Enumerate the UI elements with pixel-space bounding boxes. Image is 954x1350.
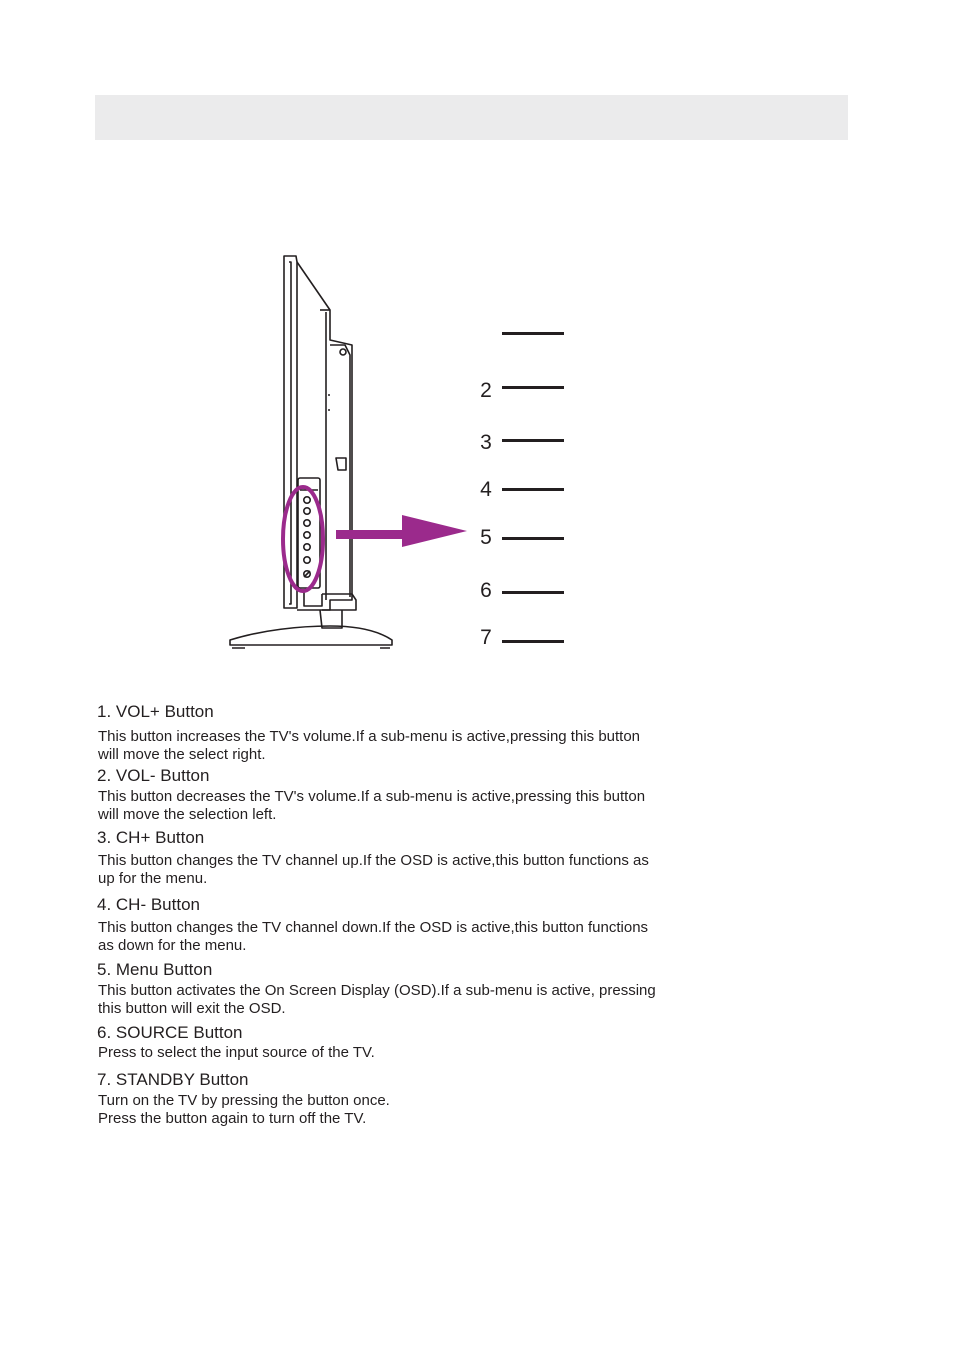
item-text-ch-minus: This button changes the TV channel down.If the OSD is active,this button functions as down for the menu. bbox=[98, 919, 649, 954]
callout-line-1 bbox=[502, 332, 564, 335]
item-title-ch-plus: 3. CH+ Button bbox=[97, 828, 205, 847]
item-title-menu: 5. Menu Button bbox=[97, 960, 213, 979]
item-title-ch-minus: 4. CH- Button bbox=[97, 895, 200, 914]
callout-line-3 bbox=[502, 439, 564, 442]
callout-line-4 bbox=[502, 488, 564, 491]
callout-number-5: 5 bbox=[480, 526, 492, 549]
callout-number-3: 3 bbox=[480, 431, 492, 454]
item-text-menu: This button activates the On Screen Display (OSD).If a sub-menu is active, pressing this button will exit the OSD. bbox=[98, 982, 656, 1017]
callout-line-7 bbox=[502, 640, 564, 643]
callout-line-5 bbox=[502, 537, 564, 540]
callout-number-7: 7 bbox=[480, 626, 492, 649]
item-text-vol-minus: This button decreases the TV's volume.If a sub-menu is active,pressing this button will move the selection left. bbox=[98, 788, 646, 823]
pointer-arrow bbox=[336, 515, 467, 547]
item-text-ch-plus: This button changes the TV channel up.If the OSD is active,this button functions as up for the menu. bbox=[98, 852, 649, 887]
tv-stand-base bbox=[230, 626, 392, 645]
item-text-standby: Turn on the TV by pressing the button once. Press the button again to turn off the TV. bbox=[98, 1092, 390, 1127]
item-text-vol-plus: This button increases the TV's volume.If a sub-menu is active,pressing this button will move the select right. bbox=[98, 728, 641, 763]
button-highlight-ellipse bbox=[283, 487, 323, 591]
callout-line-6 bbox=[502, 591, 564, 594]
item-text-source: Press to select the input source of the TV. bbox=[98, 1044, 375, 1061]
callout-number-2: 2 bbox=[480, 379, 492, 402]
callout-number-6: 6 bbox=[480, 579, 492, 602]
item-title-vol-plus: 1. VOL+ Button bbox=[97, 702, 214, 721]
callout-number-4: 4 bbox=[480, 478, 492, 501]
callout-line-2 bbox=[502, 386, 564, 389]
item-title-standby: 7. STANDBY Button bbox=[97, 1070, 249, 1089]
item-title-vol-minus: 2. VOL- Button bbox=[97, 766, 210, 785]
item-title-source: 6. SOURCE Button bbox=[97, 1023, 243, 1042]
